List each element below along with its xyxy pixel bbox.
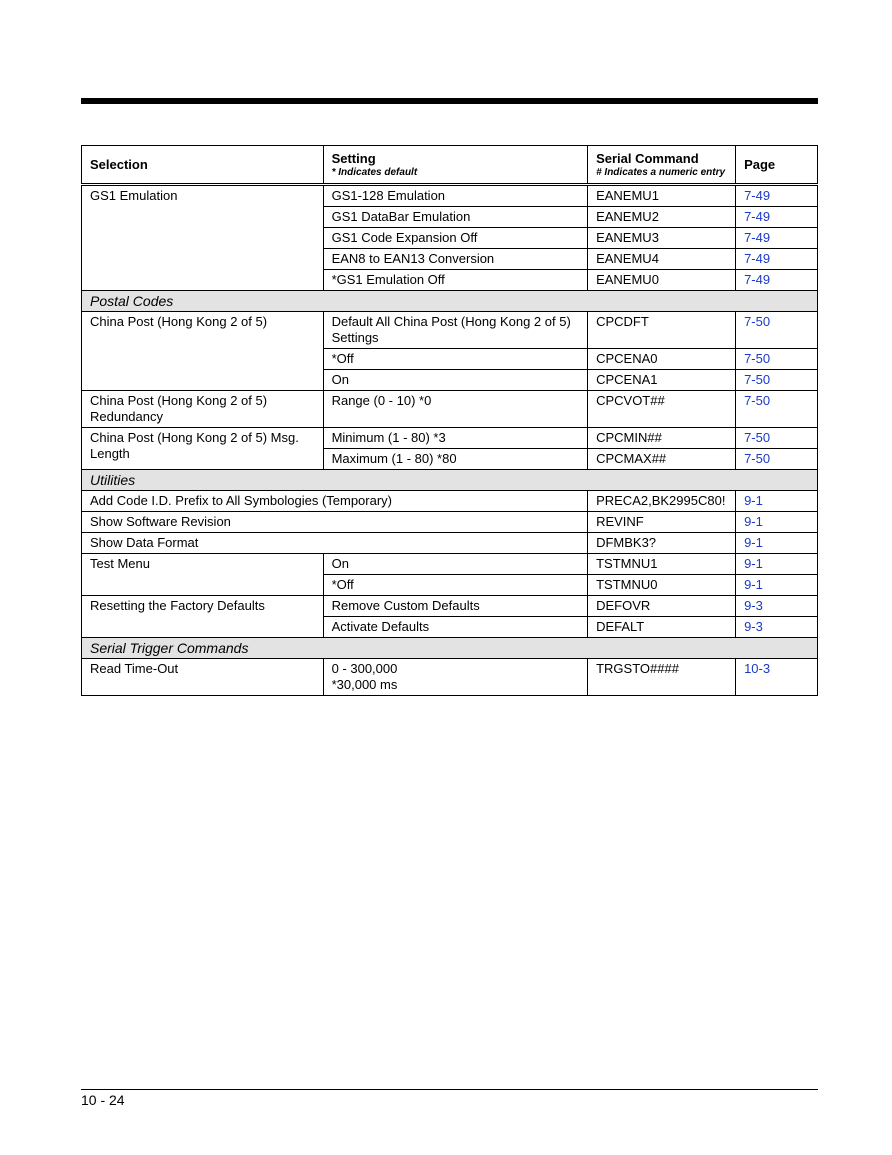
- command-cell: EANEMU3: [588, 228, 736, 249]
- command-cell: DFMBK3?: [588, 533, 736, 554]
- page-link[interactable]: 9-1: [736, 512, 818, 533]
- setting-cell: [323, 659, 588, 696]
- section-row-utilities: [82, 470, 818, 491]
- page-link[interactable]: 9-1: [736, 575, 818, 596]
- table-row: [82, 659, 818, 696]
- command-cell: CPCVOT##: [588, 391, 736, 428]
- section-title: Serial Trigger Commands: [82, 638, 818, 659]
- page-link[interactable]: 9-1: [736, 533, 818, 554]
- command-cell: TSTMNU1: [588, 554, 736, 575]
- setting-cell: EAN8 to EAN13 Conversion: [323, 249, 588, 270]
- table-row: [82, 491, 818, 512]
- page-number: 10 - 24: [81, 1092, 125, 1108]
- serial-command-table: [81, 145, 818, 696]
- page-link[interactable]: 7-49: [736, 185, 818, 207]
- page-link[interactable]: 7-49: [736, 270, 818, 291]
- header-serial-note: # Indicates a numeric entry: [596, 166, 726, 178]
- page-link[interactable]: 9-3: [736, 617, 818, 638]
- selection-cell: Show Data Format: [82, 533, 588, 554]
- header-page: Page: [736, 146, 818, 185]
- table-row: [82, 391, 818, 428]
- command-cell: TRGSTO####: [588, 659, 736, 696]
- setting-cell: Default All China Post (Hong Kong 2 of 5) Settings: [323, 312, 588, 349]
- command-cell: EANEMU2: [588, 207, 736, 228]
- header-setting: Setting * Indicates default: [323, 146, 588, 185]
- table-header: [82, 146, 818, 185]
- header-rule: [81, 98, 818, 104]
- setting-cell: Maximum (1 - 80) *80: [323, 449, 588, 470]
- setting-line: *30,000 ms: [331, 677, 398, 692]
- command-cell: TSTMNU0: [588, 575, 736, 596]
- setting-cell: Remove Custom Defaults: [323, 596, 588, 617]
- page-link[interactable]: 7-50: [736, 428, 818, 449]
- selection-cell: Resetting the Factory Defaults: [82, 596, 324, 638]
- section-title: Utilities: [82, 470, 818, 491]
- section-row-serial-trigger: [82, 638, 818, 659]
- setting-line: 0 - 300,000: [331, 661, 398, 676]
- page-link[interactable]: 10-3: [736, 659, 818, 696]
- command-cell: CPCMAX##: [588, 449, 736, 470]
- command-cell: REVINF: [588, 512, 736, 533]
- page-link[interactable]: 7-50: [736, 391, 818, 428]
- setting-cell: GS1 Code Expansion Off: [323, 228, 588, 249]
- setting-cell: On: [323, 370, 588, 391]
- setting-cell: GS1-128 Emulation: [323, 185, 588, 207]
- selection-cell: Add Code I.D. Prefix to All Symbologies (Temporary): [82, 491, 588, 512]
- command-cell: CPCMIN##: [588, 428, 736, 449]
- table-row: [82, 596, 818, 617]
- command-cell: EANEMU0: [588, 270, 736, 291]
- page-link[interactable]: 9-3: [736, 596, 818, 617]
- command-cell: DEFALT: [588, 617, 736, 638]
- command-cell: CPCENA1: [588, 370, 736, 391]
- page-link[interactable]: 7-50: [736, 349, 818, 370]
- command-cell: CPCDFT: [588, 312, 736, 349]
- command-cell: PRECA2,BK2995C80!: [588, 491, 736, 512]
- page-link[interactable]: 7-50: [736, 312, 818, 349]
- selection-cell: China Post (Hong Kong 2 of 5) Redundancy: [82, 391, 324, 428]
- header-serial-command: Serial Command # Indicates a numeric entry: [588, 146, 736, 185]
- table-row: [82, 428, 818, 449]
- page-link[interactable]: 7-49: [736, 207, 818, 228]
- page-link[interactable]: 9-1: [736, 491, 818, 512]
- table-row: [82, 554, 818, 575]
- setting-cell: *GS1 Emulation Off: [323, 270, 588, 291]
- selection-cell: GS1 Emulation: [82, 185, 324, 291]
- footer-rule: [81, 1089, 818, 1090]
- setting-cell: Activate Defaults: [323, 617, 588, 638]
- command-cell: DEFOVR: [588, 596, 736, 617]
- page-link[interactable]: 9-1: [736, 554, 818, 575]
- page-link[interactable]: 7-49: [736, 228, 818, 249]
- setting-cell: *Off: [323, 575, 588, 596]
- setting-cell: GS1 DataBar Emulation: [323, 207, 588, 228]
- table-row: [82, 185, 818, 207]
- selection-cell: Test Menu: [82, 554, 324, 596]
- setting-cell: Range (0 - 10) *0: [323, 391, 588, 428]
- header-setting-note: * Indicates default: [331, 166, 418, 178]
- selection-cell: Read Time-Out: [82, 659, 324, 696]
- setting-cell: On: [323, 554, 588, 575]
- setting-cell: *Off: [323, 349, 588, 370]
- command-cell: CPCENA0: [588, 349, 736, 370]
- section-title: Postal Codes: [82, 291, 818, 312]
- section-row-postal-codes: [82, 291, 818, 312]
- selection-cell: China Post (Hong Kong 2 of 5) Msg. Length: [82, 428, 324, 470]
- page-link[interactable]: 7-50: [736, 370, 818, 391]
- table-row: [82, 512, 818, 533]
- page-link[interactable]: 7-49: [736, 249, 818, 270]
- command-cell: EANEMU1: [588, 185, 736, 207]
- table-row: [82, 533, 818, 554]
- selection-cell: China Post (Hong Kong 2 of 5): [82, 312, 324, 391]
- page-link[interactable]: 7-50: [736, 449, 818, 470]
- setting-cell: Minimum (1 - 80) *3: [323, 428, 588, 449]
- command-cell: EANEMU4: [588, 249, 736, 270]
- selection-cell: Show Software Revision: [82, 512, 588, 533]
- table-row: [82, 312, 818, 349]
- header-selection: Selection: [82, 146, 324, 185]
